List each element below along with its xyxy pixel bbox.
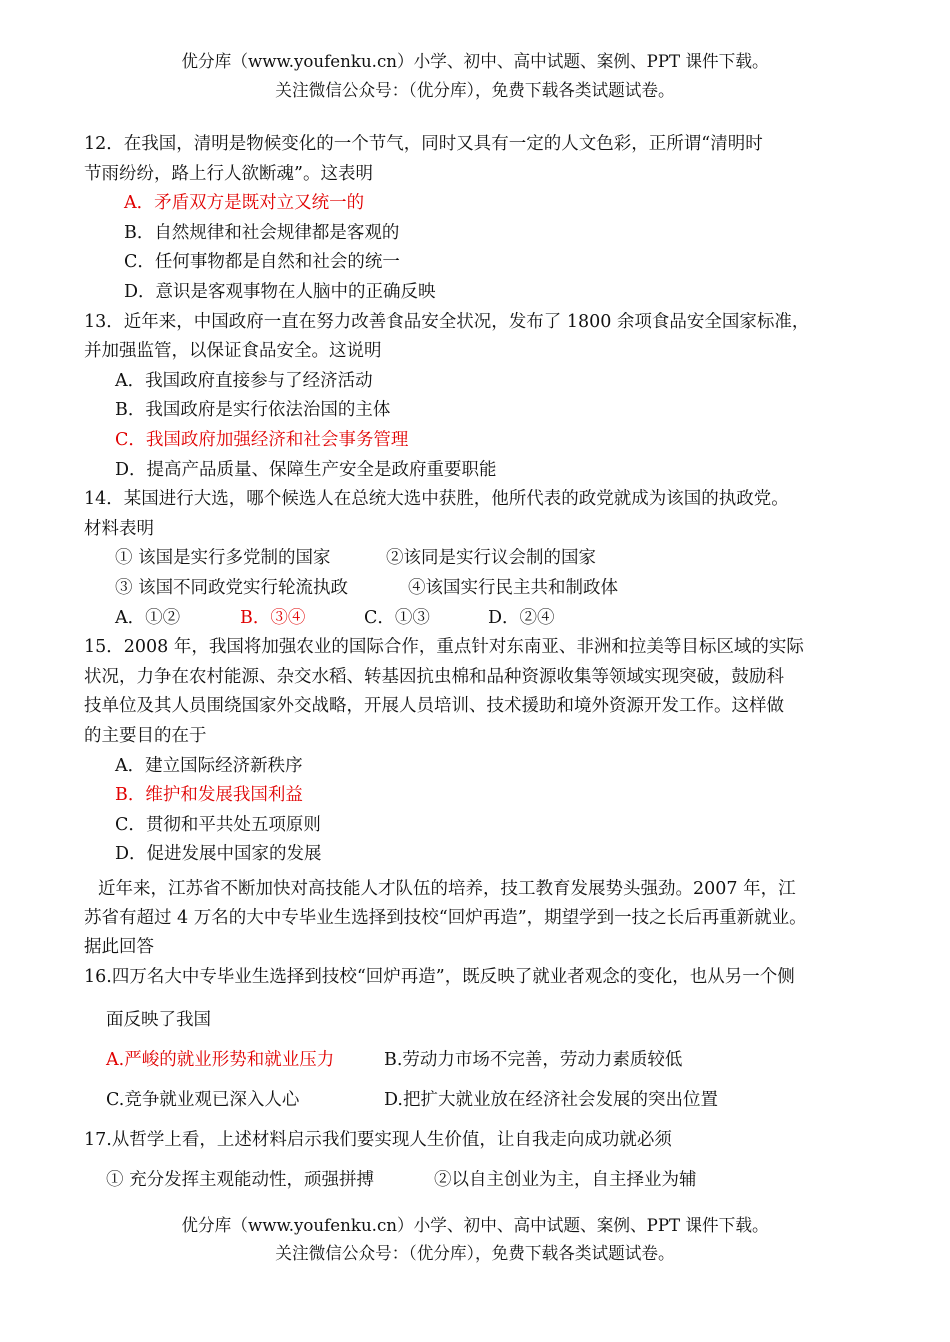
material-line: 据此回答 (84, 937, 154, 957)
footer-line-1: 优分库（www.youfenku.cn）小学、初中、高中试题、案例、PPT 课件下载。 (181, 1216, 769, 1236)
option-a: A．建立国际经济新秩序 (115, 756, 303, 776)
question-stem: 12．在我国，清明是物候变化的一个节气，同时又具有一定的人文色彩，正所谓“清明时 (84, 134, 763, 154)
option-a-answer: A.严峻的就业形势和就业压力 (106, 1050, 335, 1070)
option-b: B．我国政府是实行依法治国的主体 (115, 400, 391, 420)
question-stem: 材料表明 (84, 519, 154, 539)
option-d: D.把扩大就业放在经济社会发展的突出位置 (384, 1090, 718, 1110)
option-d: D．②④ (488, 608, 555, 628)
option-b: B.劳动力市场不完善，劳动力素质较低 (384, 1050, 683, 1070)
option-c: C．贯彻和平共处五项原则 (115, 815, 321, 835)
statement-4: ④该国实行民主共和制政体 (408, 578, 618, 598)
question-stem: 17.从哲学上看，上述材料启示我们要实现人生价值，让自我走向成功就必须 (84, 1130, 672, 1150)
question-stem: 技单位及其人员围绕国家外交战略，开展人员培训、技术援助和境外资源开发工作。这样做 (84, 696, 784, 716)
option-a-answer: A．矛盾双方是既对立又统一的 (124, 193, 365, 213)
statement-2: ②该同是实行议会制的国家 (386, 548, 596, 568)
question-stem: 节雨纷纷，路上行人欲断魂”。这表明 (84, 164, 373, 184)
question-stem: 的主要目的在于 (84, 726, 207, 746)
question-stem: 15．2008 年，我国将加强农业的国际合作，重点针对东南亚、非洲和拉美等目标区域的实际 (84, 637, 804, 657)
option-c: C.竞争就业观已深入人心 (106, 1090, 300, 1110)
question-stem: 面反映了我国 (106, 1010, 211, 1030)
option-a: A．我国政府直接参与了经济活动 (115, 371, 373, 391)
statement-1: ① 充分发挥主观能动性，顽强拼搏 (106, 1170, 375, 1190)
statement-2: ②以自主创业为主，自主择业为辅 (434, 1170, 697, 1190)
question-stem: 并加强监管，以保证食品安全。这说明 (84, 341, 382, 361)
option-b: B．自然规律和社会规律都是客观的 (124, 223, 400, 243)
option-c: C．①③ (364, 608, 430, 628)
question-stem: 13．近年来，中国政府一直在努力改善食品安全状况，发布了 1800 余项食品安全国家标准， (84, 312, 810, 332)
material-line: 苏省有超过 4 万名的大中专毕业生选择到技校“回炉再造”，期望学到一技之长后再重新就业。 (84, 908, 807, 928)
header-line-1: 优分库（www.youfenku.cn）小学、初中、高中试题、案例、PPT 课件下载。 (181, 52, 769, 72)
option-a: A．①② (115, 608, 181, 628)
material-line: 近年来，江苏省不断加快对高技能人才队伍的培养，技工教育发展势头强劲。2007 年，江 (98, 879, 796, 899)
question-stem: 状况，力争在农村能源、杂交水稻、转基因抗虫棉和品种资源收集等领域实现突破，鼓励科 (84, 667, 784, 687)
option-b-answer: B．③④ (240, 608, 306, 628)
header-line-2: 关注微信公众号：（优分库），免费下载各类试题试卷。 (275, 81, 675, 101)
option-d: D．意识是客观事物在人脑中的正确反映 (124, 282, 436, 302)
option-c: C．任何事物都是自然和社会的统一 (124, 252, 400, 272)
footer-line-2: 关注微信公众号：（优分库），免费下载各类试题试卷。 (275, 1244, 675, 1264)
statement-3: ③ 该国不同政党实行轮流执政 (115, 578, 349, 598)
option-d: D．提高产品质量、保障生产安全是政府重要职能 (115, 460, 497, 480)
option-d: D．促进发展中国家的发展 (115, 844, 322, 864)
statement-1: ① 该国是实行多党制的国家 (115, 548, 331, 568)
question-stem: 16.四万名大中专毕业生选择到技校“回炉再造”，既反映了就业者观念的变化，也从另一个侧 (84, 967, 795, 987)
question-stem: 14．某国进行大选，哪个候选人在总统大选中获胜，他所代表的政党就成为该国的执政党。 (84, 489, 789, 509)
option-c-answer: C．我国政府加强经济和社会事务管理 (115, 430, 409, 450)
option-b-answer: B．维护和发展我国利益 (115, 785, 303, 805)
